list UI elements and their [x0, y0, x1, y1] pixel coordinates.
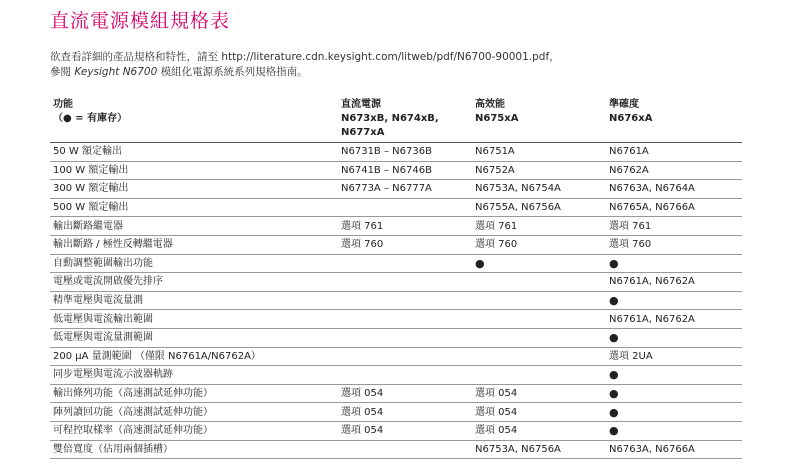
- cell-high-performance: N6751A: [472, 143, 606, 162]
- page-title: 直流電源模組規格表: [50, 10, 231, 32]
- cell-high-performance: [472, 328, 606, 347]
- cell-high-performance: [472, 366, 606, 385]
- table-row: [50, 440, 742, 459]
- cell-function: 自動調整範圍輸出功能: [50, 254, 338, 273]
- cell-dc-power: 選項 054: [338, 403, 472, 422]
- table-row: [50, 235, 742, 254]
- header-function: [50, 96, 338, 143]
- cell-function: 輸出斷路 / 極性反轉繼電器: [50, 235, 338, 254]
- spec-table: [50, 96, 742, 459]
- cell-dc-power: N6773A – N6777A: [338, 180, 472, 199]
- table-row: [50, 198, 742, 217]
- cell-high-performance: N6752A: [472, 161, 606, 180]
- intro-line-2-prefix: 參閱: [50, 66, 75, 78]
- cell-dc-power: [338, 347, 472, 366]
- spec-table-body: [50, 143, 742, 459]
- cell-high-performance: [472, 347, 606, 366]
- table-row: [50, 403, 742, 422]
- cell-function: 雙倍寬度（佔用兩個插槽）: [50, 440, 338, 459]
- cell-dc-power: N6731B – N6736B: [338, 143, 472, 162]
- cell-high-performance: 選項 054: [472, 421, 606, 440]
- header-precision-line1: 準確度: [609, 99, 639, 110]
- cell-precision: 選項 760: [606, 235, 742, 254]
- cell-high-performance: 選項 054: [472, 384, 606, 403]
- intro-line-2: [50, 65, 750, 80]
- intro-line-2-suffix: 模組化電源系統系列規格指南。: [157, 66, 308, 78]
- cell-function: 同步電壓與電流示波器軌跡: [50, 366, 338, 385]
- table-row: [50, 143, 742, 162]
- table-row: [50, 273, 742, 292]
- table-row: [50, 291, 742, 310]
- cell-dc-power: 選項 054: [338, 384, 472, 403]
- cell-dc-power: [338, 310, 472, 329]
- table-row: [50, 254, 742, 273]
- table-row: [50, 161, 742, 180]
- cell-high-performance: N6753A, N6754A: [472, 180, 606, 199]
- cell-precision: N6763A, N6764A: [606, 180, 742, 199]
- cell-high-performance: 選項 760: [472, 235, 606, 254]
- cell-dc-power: [338, 440, 472, 459]
- cell-dc-power: [338, 198, 472, 217]
- cell-function: 輸出條列功能（高速測試延伸功能）: [50, 384, 338, 403]
- cell-function: 500 W 額定輸出: [50, 198, 338, 217]
- cell-dc-power: [338, 273, 472, 292]
- cell-precision: N6761A: [606, 143, 742, 162]
- cell-function: 300 W 額定輸出: [50, 180, 338, 199]
- cell-precision: N6762A: [606, 161, 742, 180]
- table-header-row: [50, 96, 742, 143]
- cell-precision: ●: [606, 254, 742, 273]
- table-row: [50, 310, 742, 329]
- cell-dc-power: [338, 254, 472, 273]
- table-row: [50, 421, 742, 440]
- cell-high-performance: 選項 761: [472, 217, 606, 236]
- cell-precision: 選項 761: [606, 217, 742, 236]
- cell-high-performance: N6753A, N6756A: [472, 440, 606, 459]
- cell-high-performance: N6755A, N6756A: [472, 198, 606, 217]
- cell-dc-power: 選項 760: [338, 235, 472, 254]
- header-dc-power-line1: 直流電源: [341, 99, 381, 110]
- table-row: [50, 366, 742, 385]
- cell-precision: 選項 2UA: [606, 347, 742, 366]
- table-row: [50, 347, 742, 366]
- cell-function: 200 µA 量測範圍 （僅限 N6761A/N6762A）: [50, 347, 338, 366]
- intro-line-2-product: Keysight N6700: [74, 66, 158, 78]
- header-high-performance: [472, 96, 606, 143]
- intro-text: [50, 50, 750, 80]
- cell-precision: ●: [606, 384, 742, 403]
- header-function-line2: （● = 有庫存）: [53, 113, 128, 124]
- cell-high-performance: [472, 273, 606, 292]
- header-high-performance-line2: N675xA: [475, 113, 519, 124]
- cell-dc-power: 選項 761: [338, 217, 472, 236]
- cell-precision: N6761A, N6762A: [606, 273, 742, 292]
- cell-dc-power: [338, 328, 472, 347]
- cell-precision: ●: [606, 328, 742, 347]
- cell-high-performance: [472, 310, 606, 329]
- cell-precision: N6765A, N6766A: [606, 198, 742, 217]
- cell-high-performance: ●: [472, 254, 606, 273]
- table-row: [50, 384, 742, 403]
- cell-function: 陣列讀回功能（高速測試延伸功能）: [50, 403, 338, 422]
- cell-precision: ●: [606, 291, 742, 310]
- table-row: [50, 217, 742, 236]
- cell-dc-power: [338, 366, 472, 385]
- cell-function: 電壓或電流開啟優先排序: [50, 273, 338, 292]
- cell-dc-power: [338, 291, 472, 310]
- table-row: [50, 328, 742, 347]
- header-precision-line2: N676xA: [609, 113, 653, 124]
- header-function-line1: 功能: [53, 99, 73, 110]
- cell-high-performance: [472, 291, 606, 310]
- header-high-performance-line1: 高效能: [475, 99, 505, 110]
- cell-dc-power: N6741B – N6746B: [338, 161, 472, 180]
- intro-line-1: 欲查看詳細的產品規格和特性，請至 http://literature.cdn.keysight.com/litweb/pdf/N6700-90001.pdf，: [50, 51, 560, 63]
- cell-function: 100 W 額定輸出: [50, 161, 338, 180]
- cell-function: 輸出斷路繼電器: [50, 217, 338, 236]
- cell-precision: ●: [606, 403, 742, 422]
- cell-precision: N6763A, N6766A: [606, 440, 742, 459]
- table-row: [50, 180, 742, 199]
- cell-precision: ●: [606, 421, 742, 440]
- cell-dc-power: 選項 054: [338, 421, 472, 440]
- cell-function: 精準電壓與電流量測: [50, 291, 338, 310]
- cell-function: 低電壓與電流輸出範圍: [50, 310, 338, 329]
- cell-precision: ●: [606, 366, 742, 385]
- cell-function: 50 W 額定輸出: [50, 143, 338, 162]
- cell-high-performance: 選項 054: [472, 403, 606, 422]
- cell-function: 低電壓與電流量測範圍: [50, 328, 338, 347]
- cell-function: 可程控取樣率（高速測試延伸功能）: [50, 421, 338, 440]
- cell-precision: N6761A, N6762A: [606, 310, 742, 329]
- header-precision: [606, 96, 742, 143]
- header-dc-power: [338, 96, 472, 143]
- header-dc-power-line2: N673xB, N674xB, N677xA: [341, 113, 439, 138]
